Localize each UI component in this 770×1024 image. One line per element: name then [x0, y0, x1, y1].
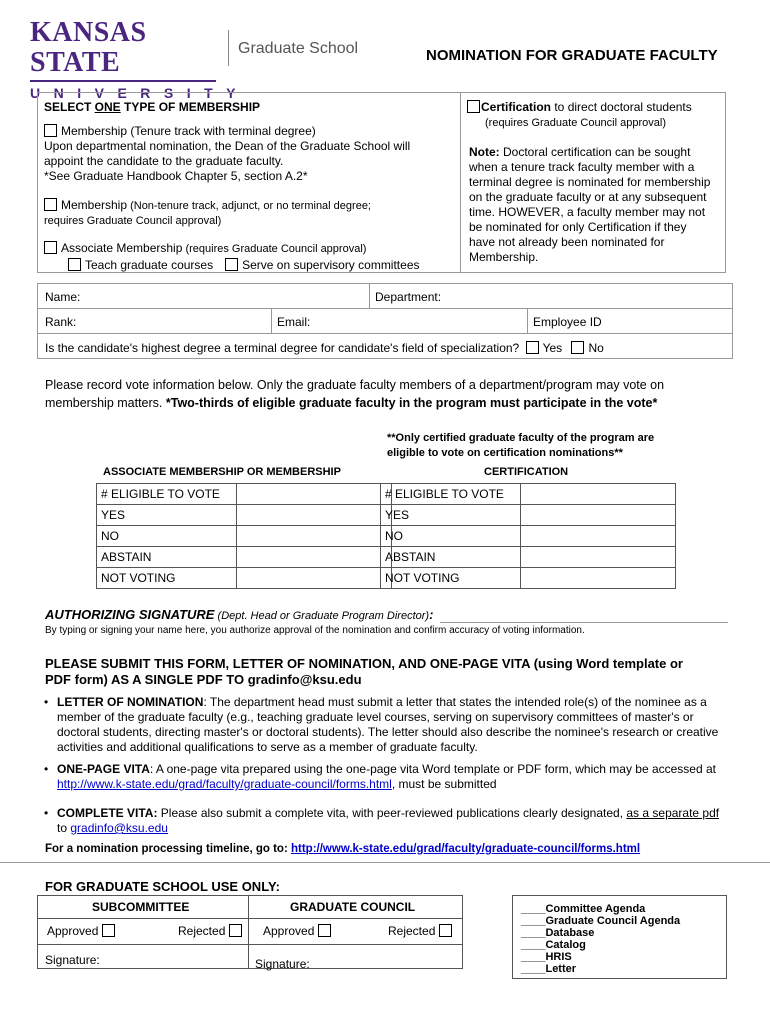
timeline-note: For a nomination processing timeline, go to: http://www.k-state.edu/grad/faculty/graduate-council/forms.html: [45, 843, 641, 855]
membership-heading: SELECT ONE TYPE OF MEMBERSHIP: [44, 100, 261, 114]
council-signature[interactable]: Signature:: [255, 957, 310, 971]
ksu-logo: [30, 17, 250, 101]
vote-input[interactable]: [521, 547, 676, 568]
rank-field[interactable]: Rank:: [45, 315, 77, 329]
table-row: NO: [381, 526, 676, 547]
terminal-yes-checkbox[interactable]: [526, 341, 539, 354]
table-row: ABSTAIN: [97, 547, 392, 568]
forms-link[interactable]: http://www.k-state.edu/grad/faculty/graduate-council/forms.html: [57, 777, 392, 791]
vote-input[interactable]: [521, 484, 676, 505]
list-item: • ONE-PAGE VITA: A one-page vita prepared using the one-page vita Word template or PDF form, which may be accessed at http://www.k-state.edu/grad/faculty/graduate-council/forms.html, must be submitted: [44, 762, 716, 791]
subcommittee-rejected: Rejected: [178, 924, 246, 938]
certification-vote-title: CERTIFICATION: [484, 466, 569, 478]
subcommittee-approved-checkbox[interactable]: [102, 924, 115, 937]
certification-note: Note: Doctoral certification can be sought when a tenure track faculty member with a terminal degree is nominated for membership on the graduate faculty or at any subsequent time. HOWEVER, a faculty member may not be nominated for only Certification if they have not already been nominated for Membership.: [469, 145, 711, 264]
name-field[interactable]: Name:: [45, 290, 81, 304]
signature-note: By typing or signing your name here, you authorize approval of the nomination and confirm accuracy of voting information.: [45, 625, 585, 636]
table-row: NO: [97, 526, 392, 547]
email-link[interactable]: gradinfo@ksu.edu: [70, 821, 168, 835]
terminal-degree-question: Is the candidate's highest degree a terminal degree for candidate's field of specialization? Yes No: [45, 341, 604, 355]
employee-id-field[interactable]: Employee ID: [533, 315, 602, 329]
department-field[interactable]: Department:: [375, 290, 442, 304]
vote-input[interactable]: [521, 568, 676, 589]
council-approved-checkbox[interactable]: [318, 924, 331, 937]
table-row: NOT VOTING: [381, 568, 676, 589]
list-item[interactable]: ____HRIS: [521, 951, 572, 963]
vote-instructions: Please record vote information below. Only the graduate faculty members of a department/program may vote on membership matters. *Two-thirds of eligible graduate faculty in the program must participate in the vote*: [45, 378, 665, 410]
page-title: NOMINATION FOR GRADUATE FACULTY: [426, 47, 718, 64]
office-checklist: [521, 903, 680, 975]
signature-heading: AUTHORIZING SIGNATURE (Dept. Head or Graduate Program Director):: [45, 607, 434, 622]
certification-option: Certification to direct doctoral students (requires Graduate Council approval): [467, 100, 692, 131]
list-item: • COMPLETE VITA: Please also submit a complete vita, with peer-reviewed publications clearly designated, as a separate pdf to gradinfo@ksu.edu: [44, 806, 720, 835]
nontenure-membership-checkbox[interactable]: [44, 198, 57, 211]
email-field[interactable]: Email:: [277, 315, 311, 329]
vote-input[interactable]: [237, 547, 392, 568]
certification-checkbox[interactable]: [467, 100, 480, 113]
table-row: # ELIGIBLE TO VOTE: [97, 484, 392, 505]
table-row: YES: [97, 505, 392, 526]
table-row: YES: [381, 505, 676, 526]
certification-vote-table: [380, 483, 676, 589]
subcommittee-rejected-checkbox[interactable]: [229, 924, 242, 937]
supervisory-committees-checkbox[interactable]: [225, 258, 238, 271]
vote-input[interactable]: [521, 505, 676, 526]
terminal-no-checkbox[interactable]: [571, 341, 584, 354]
list-item[interactable]: ____Committee Agenda: [521, 903, 646, 915]
list-item: • LETTER OF NOMINATION: The department head must submit a letter that states the intended role(s) of the nominee as a member of the graduate faculty (e.g., teaching graduate level courses, serving on supervisory committees of master's or doctoral students, directing master's or doctoral students). The letter should also describe the nominee's research or creative activities and additional qualifications to serve as a member of graduate faculty.: [44, 695, 719, 754]
associate-membership-checkbox[interactable]: [44, 241, 57, 254]
subcommittee-header: SUBCOMMITTEE: [92, 900, 190, 914]
signature-input[interactable]: [440, 622, 728, 623]
vote-input[interactable]: [237, 526, 392, 547]
subcommittee-approved: Approved: [47, 924, 119, 938]
council-rejected: Rejected: [388, 924, 456, 938]
logo-line2: UNIVERSITY: [30, 85, 250, 101]
membership-option-1: Membership (Tenure track with terminal degree) Upon departmental nomination, the Dean of the Graduate School will appoint the candidate to the graduate faculty. *See Graduate Handbook Chapter 5, section A.2*: [44, 124, 411, 183]
council-approved: Approved: [263, 924, 335, 938]
vote-input[interactable]: [237, 484, 392, 505]
submit-instructions: PLEASE SUBMIT THIS FORM, LETTER OF NOMINATION, AND ONE-PAGE VITA (using Word template or PDF form) AS A SINGLE PDF TO gradinfo@ksu.edu: [45, 656, 683, 687]
membership-option-3: Associate Membership (requires Graduate Council approval) Teach graduate courses Serve on supervisory committees: [44, 240, 420, 273]
membership-vote-table: [96, 483, 392, 589]
table-row: NOT VOTING: [97, 568, 392, 589]
vote-input[interactable]: [237, 568, 392, 589]
council-rejected-checkbox[interactable]: [439, 924, 452, 937]
vote-input[interactable]: [521, 526, 676, 547]
office-use-title: FOR GRADUATE SCHOOL USE ONLY:: [45, 879, 280, 894]
membership-vote-title: ASSOCIATE MEMBERSHIP OR MEMBERSHIP: [103, 466, 341, 478]
teach-courses-checkbox[interactable]: [68, 258, 81, 271]
membership-option-2: Membership (Non-tenure track, adjunct, or no terminal degree; requires Graduate Council approval): [44, 198, 371, 227]
logo-line1: KANSAS STATE: [30, 17, 147, 78]
table-row: # ELIGIBLE TO VOTE: [381, 484, 676, 505]
list-item[interactable]: ____Letter: [521, 963, 577, 975]
council-header: GRADUATE COUNCIL: [290, 900, 416, 914]
timeline-link[interactable]: http://www.k-state.edu/grad/faculty/graduate-council/forms.html: [291, 843, 641, 855]
unit-name: Graduate School: [238, 40, 359, 57]
list-item[interactable]: ____Graduate Council Agenda: [521, 915, 681, 927]
list-item[interactable]: ____Database: [521, 927, 595, 939]
certification-vote-note: **Only certified graduate faculty of the program are eligible to vote on certification nominations**: [387, 432, 655, 459]
vote-input[interactable]: [237, 505, 392, 526]
table-row: ABSTAIN: [381, 547, 676, 568]
list-item[interactable]: ____Catalog: [521, 939, 586, 951]
subcommittee-signature[interactable]: Signature:: [45, 953, 100, 967]
membership-checkbox[interactable]: [44, 124, 57, 137]
